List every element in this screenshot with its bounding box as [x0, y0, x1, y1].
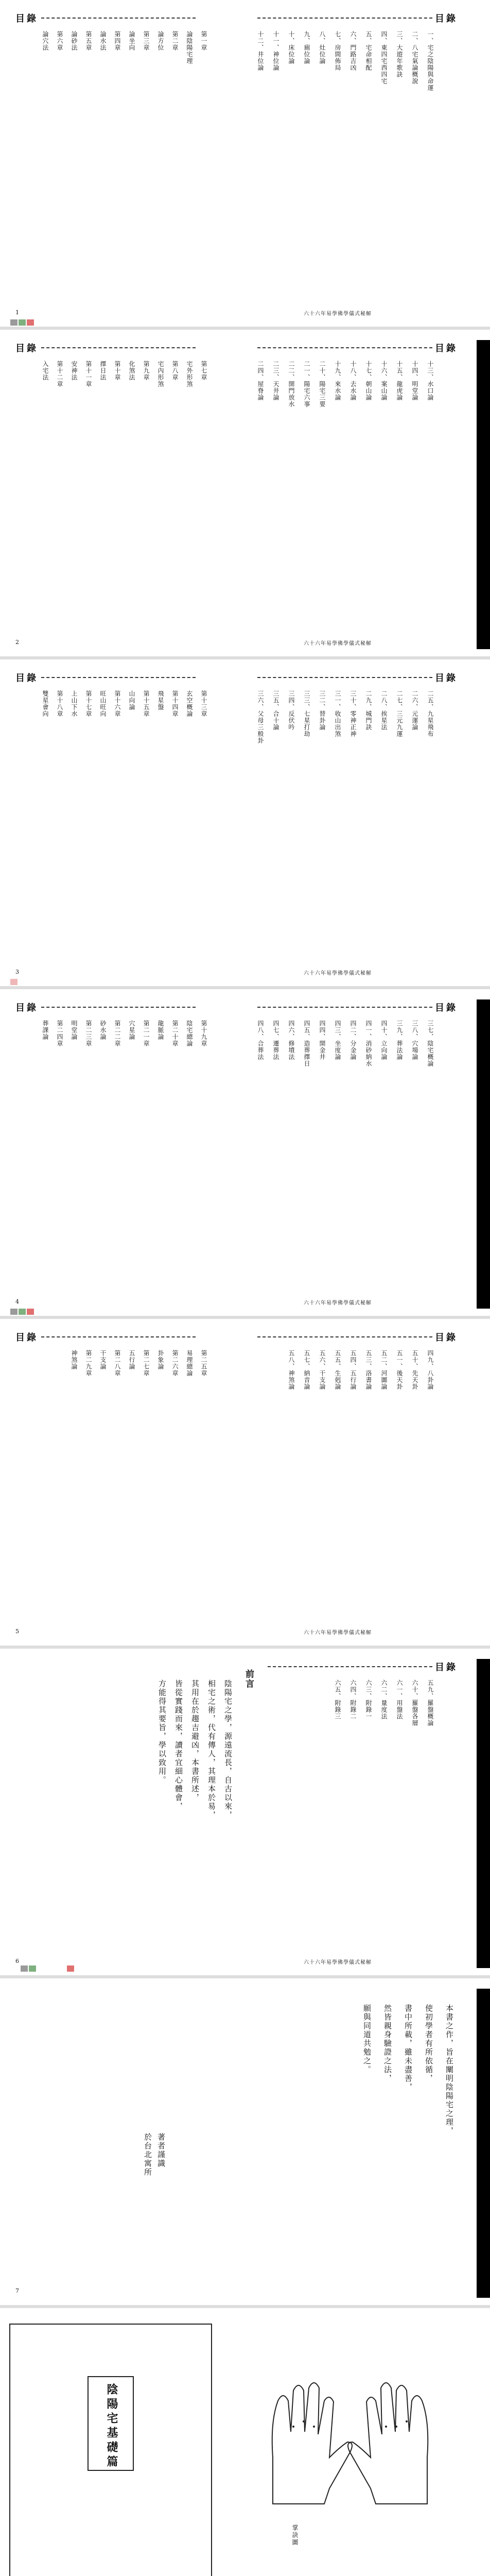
- dash-line: [257, 677, 432, 678]
- toc-entry: 第十章: [114, 361, 121, 381]
- page-number: 7: [15, 2287, 19, 2294]
- toc-entry: 明堂論: [71, 1020, 78, 1040]
- toc-entry: 穴星論: [128, 1020, 135, 1040]
- toc-entry: 第二九章: [85, 1350, 92, 1377]
- scan-edge-bar: [477, 1989, 490, 2298]
- toc-entry: 第十三章: [200, 690, 207, 717]
- toc-entry: 卦象論: [157, 1350, 164, 1370]
- running-footer: 六十六年易學佛學儀式秘解: [304, 1960, 372, 1965]
- toc-entry: 二七、三元九運: [396, 690, 403, 737]
- toc-page-5: [0, 1319, 490, 1649]
- toc-header-left: 目錄: [15, 1332, 38, 1343]
- toc-entry: 第六章: [56, 31, 63, 51]
- toc-entry: 十九、來水論: [334, 361, 341, 401]
- toc-entry: 化煞法: [128, 361, 135, 381]
- toc-entry: 二十、陽宅三要: [319, 361, 326, 408]
- toc-header-left: 目錄: [15, 13, 38, 24]
- dash-line: [257, 347, 432, 348]
- foreword-signature-2: 於台北寓所: [143, 2133, 152, 2177]
- toc-page-2: [0, 330, 490, 659]
- color-swatch: [10, 1309, 18, 1315]
- toc-header-left: 目錄: [15, 1003, 38, 1013]
- toc-entry: 第一章: [200, 31, 207, 51]
- toc-entry: 四七、遷葬法: [272, 1020, 279, 1060]
- toc-entry: 六三、附錄一: [365, 1680, 372, 1720]
- toc-header-right: 目錄: [435, 1332, 458, 1343]
- toc-entry: 五、宅命相配: [365, 31, 372, 71]
- toc-entry: 三三、七星打劫: [303, 690, 310, 737]
- toc-page-3: [0, 659, 490, 989]
- scan-edge-bar: [477, 999, 490, 1309]
- toc-entry: 第二七章: [143, 1350, 150, 1377]
- toc-entry: 四三、坐度論: [334, 1020, 341, 1060]
- toc-entry: 上山下水: [71, 690, 78, 717]
- toc-entry: 第四章: [114, 31, 121, 51]
- color-swatch: [27, 1309, 34, 1315]
- toc-entry: 三十、零神正神: [349, 690, 357, 737]
- toc-entry: 第二二章: [114, 1020, 121, 1047]
- toc-entry: 十七、朝山論: [365, 361, 372, 401]
- dash-line: [41, 1007, 196, 1008]
- toc-entry: 第十二章: [56, 361, 63, 387]
- toc-entry: 四、東四宅西四宅: [380, 31, 388, 84]
- toc-header-left: 目錄: [15, 343, 38, 354]
- toc-entry: 五六、干支論: [319, 1350, 326, 1390]
- toc-entry: 三八、穴場論: [411, 1020, 418, 1060]
- cover-title-box: [87, 2376, 134, 2471]
- foreword-line: 本書之作，旨在闡明陰陽宅之理，: [445, 2004, 454, 2136]
- foreword-line: 然皆親身驗證之法，: [383, 2004, 392, 2083]
- toc-entry: 五八、神煞論: [288, 1350, 295, 1390]
- toc-entry: 第五章: [85, 31, 92, 51]
- dash-line: [268, 1666, 432, 1667]
- running-footer: 六十六年易學佛學儀式秘解: [304, 1300, 372, 1306]
- toc-entry: 安神法: [71, 361, 78, 381]
- toc-entry: 五十、先天卦: [411, 1350, 418, 1390]
- foreword-line: 願與同道共勉之。: [362, 2004, 372, 2074]
- toc-entry: 五四、五行論: [349, 1350, 357, 1390]
- color-swatch: [19, 1309, 26, 1315]
- foreword-page: [0, 1978, 490, 2308]
- color-swatch: [19, 319, 26, 326]
- running-footer: 六十六年易學佛學儀式秘解: [304, 311, 372, 317]
- toc-entry: 龍脈論: [157, 1020, 164, 1040]
- toc-entry: 三、大遊年歌訣: [396, 31, 403, 78]
- part-cover-frame: [9, 2324, 212, 2576]
- toc-entry: 第三章: [143, 31, 150, 51]
- page-number: 1: [15, 309, 19, 316]
- toc-entry: 第二十章: [171, 1020, 179, 1047]
- toc-entry: 第十五章: [143, 690, 150, 717]
- toc-entry: 論穴法: [42, 31, 49, 51]
- toc-entry: 二六、元運論: [411, 690, 418, 731]
- dash-line: [257, 1007, 432, 1008]
- part-cover-page: [0, 2308, 490, 2576]
- toc-entry: 論水法: [99, 31, 107, 51]
- toc-header-right: 目錄: [435, 1003, 458, 1013]
- toc-entry: 四九、八卦論: [427, 1350, 434, 1390]
- foreword-line: 書中所載，雖未盡善，: [404, 2004, 413, 2092]
- toc-entry: 二五、九星飛布: [427, 690, 434, 737]
- running-footer: 六十六年易學佛學儀式秘解: [304, 1630, 372, 1636]
- toc-entry: 二一、陽宅六事: [303, 361, 310, 408]
- dash-line: [41, 677, 196, 678]
- cover-title: 陰陽宅基礎篇: [105, 2383, 118, 2470]
- toc-entry: 八、灶位論: [319, 31, 326, 64]
- dash-line: [257, 18, 432, 19]
- toc-page-1: [0, 0, 490, 330]
- toc-entry: 四六、修墳法: [288, 1020, 295, 1060]
- toc-entry: 論砂法: [71, 31, 78, 51]
- palm-diagram-icon: [242, 2370, 458, 2524]
- toc-entry: 五行論: [128, 1350, 135, 1370]
- preface-page: [0, 1649, 490, 1978]
- page-number: 3: [15, 969, 19, 975]
- color-swatch: [67, 1965, 74, 1972]
- toc-entry: 宅內形煞: [157, 361, 164, 387]
- color-swatch: [10, 979, 18, 985]
- toc-entry: 一、宅之陰陽與命運: [427, 31, 434, 91]
- toc-entry: 飛星盤: [157, 690, 164, 710]
- running-footer: 六十六年易學佛學儀式秘解: [304, 641, 372, 647]
- toc-entry: 論陰陽宅理: [186, 31, 193, 64]
- foreword-signature-1: 著者謹識: [156, 2133, 166, 2168]
- toc-header-left: 目錄: [15, 673, 38, 684]
- toc-entry: 五二、河圖論: [380, 1350, 388, 1390]
- toc-header-right: 目錄: [435, 343, 458, 354]
- toc-entry: 十五、龍虎論: [396, 361, 403, 401]
- toc-entry: 三五、合十論: [272, 690, 279, 731]
- toc-entry: 論方位: [157, 31, 164, 51]
- toc-entry: 九、廁位論: [303, 31, 310, 64]
- toc-entry: 五一、後天卦: [396, 1350, 403, 1390]
- toc-entry: 四八、合葬法: [257, 1020, 264, 1060]
- toc-entry: 易理總論: [186, 1350, 193, 1377]
- toc-entry: 三四、反伏吟: [288, 690, 295, 731]
- toc-entry: 第九章: [143, 361, 150, 381]
- color-swatch: [29, 1965, 36, 1972]
- dash-line: [257, 1336, 432, 1337]
- toc-entry: 入宅法: [42, 361, 49, 381]
- toc-entry: 三一、收山出煞: [334, 690, 341, 737]
- toc-entry: 二三、天井論: [272, 361, 279, 401]
- toc-entry: 二九、城門訣: [365, 690, 372, 731]
- toc-entry: 二、八宅氣論概說: [411, 31, 418, 84]
- preface-line: 方能得其要旨，學以致用。: [157, 1680, 167, 1785]
- color-swatch: [27, 319, 34, 326]
- toc-entry: 四二、分金論: [349, 1020, 357, 1060]
- toc-entry: 十三、水口論: [427, 361, 434, 401]
- toc-entry: 六一、用盤法: [396, 1680, 403, 1720]
- toc-entry: 論坐向: [128, 31, 135, 51]
- toc-header-right: 目錄: [435, 1662, 458, 1673]
- dash-line: [41, 1336, 196, 1337]
- toc-entry: 七、房間佈局: [334, 31, 341, 71]
- toc-entry: 第十七章: [85, 690, 92, 717]
- preface-line: 皆從實踐而來，讀者宜細心體會，: [174, 1680, 183, 1811]
- toc-entry: 二四、屋脊論: [257, 361, 264, 401]
- toc-entry: 三九、葬法論: [396, 1020, 403, 1060]
- toc-entry: 六五、附錄三: [334, 1680, 341, 1720]
- toc-entry: 干支論: [99, 1350, 107, 1370]
- toc-entry: 十一、神位論: [272, 31, 279, 71]
- toc-entry: 第十九章: [200, 1020, 207, 1047]
- toc-entry: 神煞論: [71, 1350, 78, 1370]
- toc-entry: 第二三章: [85, 1020, 92, 1047]
- page-number: 6: [15, 1958, 19, 1964]
- toc-entry: 十四、明堂論: [411, 361, 418, 401]
- toc-entry: 五九、羅盤概論: [427, 1680, 434, 1726]
- toc-entry: 二二、開門放水: [288, 361, 295, 408]
- page-number: 4: [15, 1298, 19, 1305]
- toc-entry: 旺山旺向: [99, 690, 107, 717]
- toc-entry: 二八、挨星法: [380, 690, 388, 731]
- dash-line: [41, 347, 196, 348]
- page-number: 5: [15, 1628, 19, 1635]
- foreword-line: 使初學者有所依循，: [424, 2004, 433, 2083]
- toc-entry: 宅外形煞: [186, 361, 193, 387]
- diagram-caption: 掌訣圖: [291, 2524, 299, 2546]
- toc-entry: 三六、父母三般卦: [257, 690, 264, 744]
- toc-entry: 第十一章: [85, 361, 92, 387]
- toc-entry: 四四、開金井: [319, 1020, 326, 1060]
- toc-entry: 十、床位論: [288, 31, 295, 64]
- toc-entry: 五七、納音論: [303, 1350, 310, 1390]
- toc-entry: 六二、量度法: [380, 1680, 388, 1720]
- toc-entry: 十六、案山論: [380, 361, 388, 401]
- toc-entry: 五五、生剋論: [334, 1350, 341, 1390]
- toc-page-4: [0, 989, 490, 1319]
- toc-entry: 第二八章: [114, 1350, 121, 1377]
- preface-heading: 前言: [243, 1669, 254, 1689]
- scan-edge-bar: [477, 1659, 490, 1968]
- toc-entry: 十二、井位論: [257, 31, 264, 71]
- color-swatch: [10, 319, 18, 326]
- toc-entry: 十八、去水論: [349, 361, 357, 401]
- toc-entry: 雙星會向: [42, 690, 49, 717]
- toc-entry: 第八章: [171, 361, 179, 381]
- toc-entry: 五三、洛書論: [365, 1350, 372, 1390]
- toc-entry: 第二一章: [143, 1020, 150, 1047]
- toc-entry: 第十四章: [171, 690, 179, 717]
- toc-header-right: 目錄: [435, 13, 458, 24]
- toc-entry: 擇日法: [99, 361, 107, 381]
- scan-edge-bar: [477, 340, 490, 649]
- toc-entry: 六、門路吉凶: [349, 31, 357, 71]
- toc-entry: 三二、替卦論: [319, 690, 326, 731]
- toc-entry: 第二章: [171, 31, 179, 51]
- toc-entry: 第二五章: [200, 1350, 207, 1377]
- toc-entry: 第二四章: [56, 1020, 63, 1047]
- toc-entry: 六十、羅盤各層: [411, 1680, 418, 1726]
- toc-entry: 陰宅總論: [186, 1020, 193, 1047]
- toc-entry: 四一、消砂納水: [365, 1020, 372, 1067]
- running-footer: 六十六年易學佛學儀式秘解: [304, 971, 372, 976]
- toc-entry: 三七、陰宅概論: [427, 1020, 434, 1067]
- toc-entry: 四五、造葬擇日: [303, 1020, 310, 1067]
- toc-entry: 第七章: [200, 361, 207, 381]
- dash-line: [41, 18, 196, 19]
- toc-entry: 砂水論: [99, 1020, 107, 1040]
- toc-entry: 山向論: [128, 690, 135, 710]
- toc-entry: 葬課論: [42, 1020, 49, 1040]
- toc-entry: 六四、附錄二: [349, 1680, 357, 1720]
- toc-header-right: 目錄: [435, 673, 458, 684]
- preface-line: 相宅之術，代有傳人，其理本於易，: [207, 1680, 216, 1820]
- toc-entry: 玄空概論: [186, 690, 193, 717]
- toc-entry: 第十六章: [114, 690, 121, 717]
- page-number: 2: [15, 639, 19, 646]
- color-swatch: [21, 1965, 28, 1972]
- preface-line: 陰陽宅之學，源遠流長，自古以來，: [223, 1680, 233, 1820]
- toc-entry: 第十八章: [56, 690, 63, 717]
- preface-line: 其用在於趨吉避凶，本書所述，: [190, 1680, 200, 1802]
- toc-entry: 第二六章: [171, 1350, 179, 1377]
- toc-entry: 四十、立向論: [380, 1020, 388, 1060]
